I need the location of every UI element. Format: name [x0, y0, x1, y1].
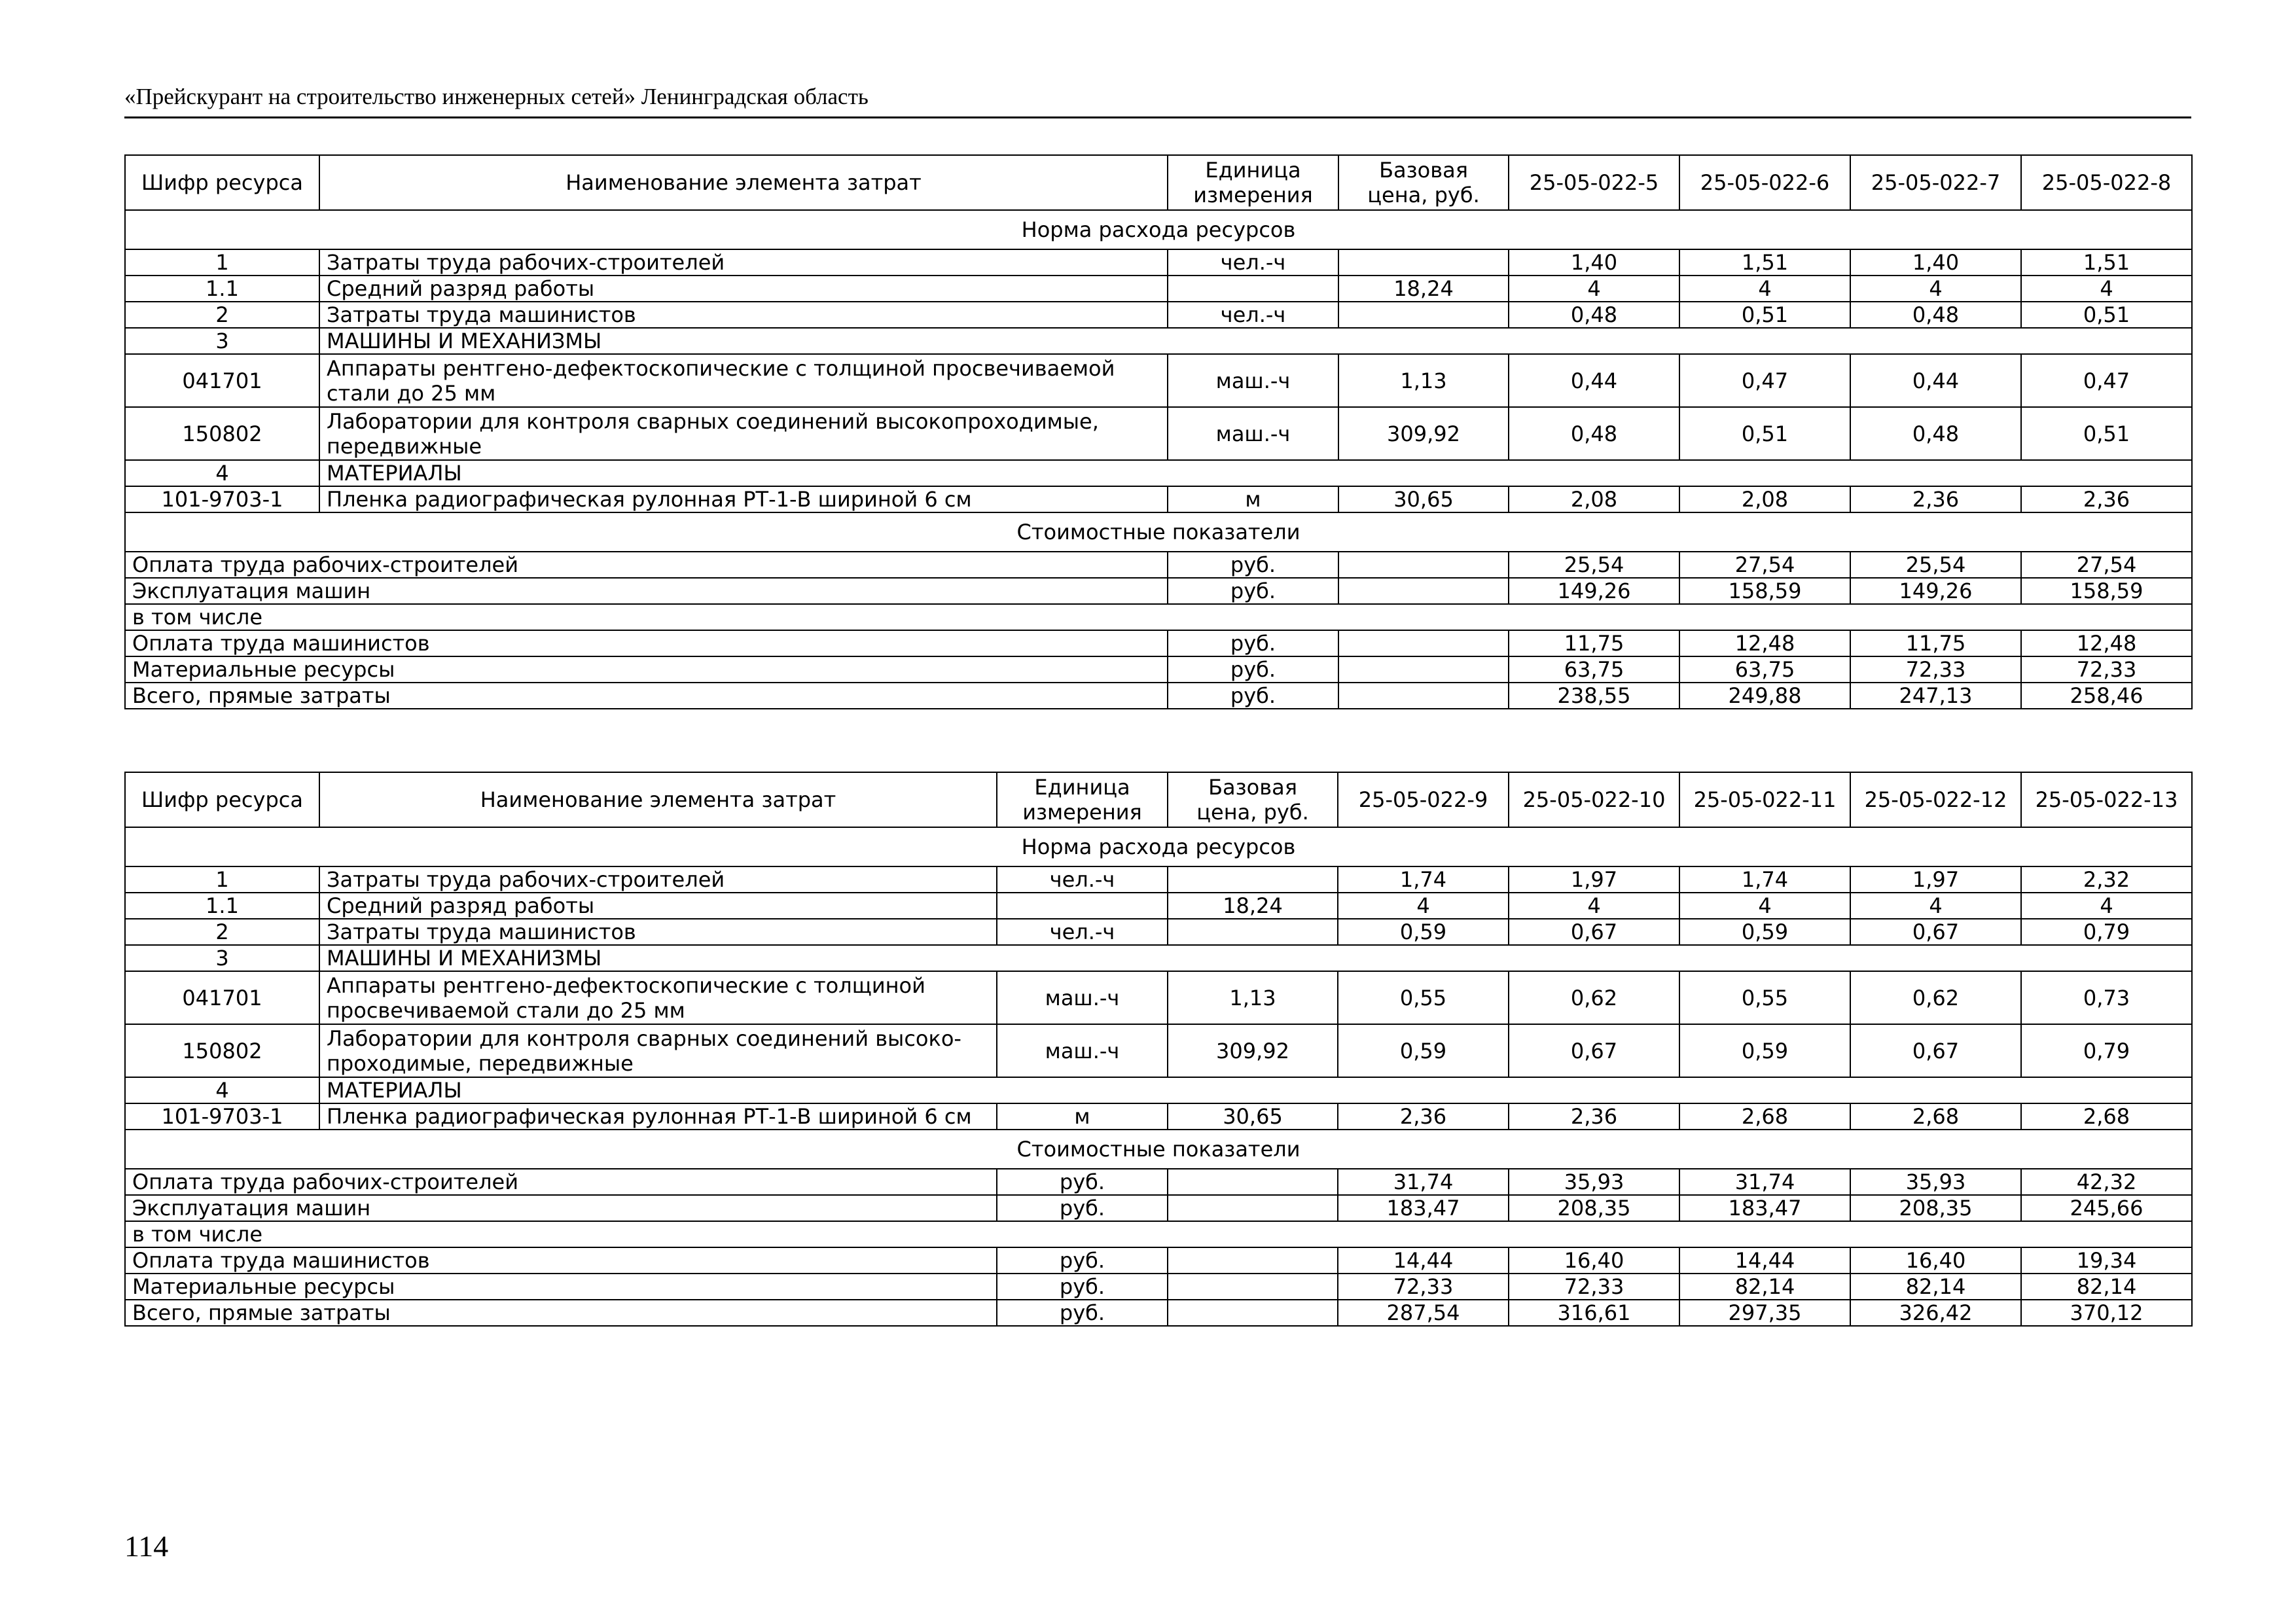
group-title: МАТЕРИАЛЫ [319, 1077, 2192, 1103]
cost-subheading-row [125, 604, 2192, 630]
cell-value: 82,14 [1679, 1274, 1850, 1300]
cell-value: 82,14 [2021, 1274, 2192, 1300]
cell-value: 1,40 [1850, 249, 2021, 276]
table-row [125, 919, 2192, 945]
cell-value: 0,62 [1850, 971, 2021, 1024]
cell-price [1338, 683, 1509, 709]
cell-price [1168, 1300, 1338, 1326]
cost-row [125, 630, 2192, 656]
cost-row [125, 552, 2192, 578]
col-header-price: Базовая цена, руб. [1338, 155, 1509, 210]
cell-value: 0,51 [2021, 302, 2192, 328]
col-header-code: Шифр ресурса [125, 772, 319, 827]
cell-value: 0,51 [1679, 302, 1850, 328]
cell-value: 31,74 [1679, 1169, 1850, 1195]
cell-name: Всего, прямые затраты [125, 683, 1168, 709]
cell-unit: руб. [997, 1169, 1168, 1195]
cell-unit: руб. [997, 1274, 1168, 1300]
cell-value: 0,55 [1338, 971, 1509, 1024]
cell-value: 1,97 [1509, 866, 1679, 893]
cell-unit: маш.-ч [997, 1024, 1168, 1077]
col-header-value: 25-05-022-5 [1509, 155, 1679, 210]
cell-value: 35,93 [1850, 1169, 2021, 1195]
section-title: Стоимостные показатели [125, 512, 2192, 552]
cell-value: 72,33 [1850, 656, 2021, 683]
cell-code: 2 [125, 919, 319, 945]
table-row [125, 276, 2192, 302]
cell-value: 14,44 [1338, 1247, 1509, 1274]
cell-value: 0,51 [1679, 407, 1850, 460]
table-row [125, 1103, 2192, 1130]
cell-value: 183,47 [1679, 1195, 1850, 1221]
cell-value: 2,08 [1679, 486, 1850, 512]
cell-value: 0,67 [1850, 919, 2021, 945]
cost-row [125, 1195, 2192, 1221]
cell-name: Эксплуатация машин [125, 578, 1168, 604]
section-row [125, 512, 2192, 552]
cell-value: 25,54 [1850, 552, 2021, 578]
col-header-value: 25-05-022-13 [2021, 772, 2192, 827]
cell-code: 4 [125, 1077, 319, 1103]
cell-price [1338, 656, 1509, 683]
cell-name: Затраты труда рабочих-строителей [319, 866, 997, 893]
cell-name: Пленка радиографическая рулонная РТ-1-В шириной 6 см [319, 486, 1168, 512]
cell-unit [1168, 276, 1338, 302]
cell-value: 247,13 [1850, 683, 2021, 709]
cell-price [1168, 1195, 1338, 1221]
cell-name: Пленка радиографическая рулонная РТ-1-В шириной 6 см [319, 1103, 997, 1130]
cell-code: 101-9703-1 [125, 486, 319, 512]
cell-unit: руб. [997, 1300, 1168, 1326]
cell-value: 0,59 [1679, 1024, 1850, 1077]
table-header-row [125, 772, 2192, 827]
cell-value: 16,40 [1850, 1247, 2021, 1274]
cell-name: Аппараты рентгено-дефектоскопические с толщиной просвечиваемой стали до 25 мм [319, 971, 997, 1024]
cell-value: 0,47 [2021, 354, 2192, 407]
table-row [125, 407, 2192, 460]
col-header-value: 25-05-022-6 [1679, 155, 1850, 210]
cell-value: 316,61 [1509, 1300, 1679, 1326]
section-row [125, 210, 2192, 249]
cell-value: 249,88 [1679, 683, 1850, 709]
group-row [125, 460, 2192, 486]
cell-price: 30,65 [1168, 1103, 1338, 1130]
cell-name: Материальные ресурсы [125, 656, 1168, 683]
table-row [125, 893, 2192, 919]
group-title: МАШИНЫ И МЕХАНИЗМЫ [319, 328, 2192, 354]
cell-name: Оплата труда машинистов [125, 630, 1168, 656]
col-header-name: Наименование элемента затрат [319, 772, 997, 827]
col-header-value: 25-05-022-11 [1679, 772, 1850, 827]
col-header-value: 25-05-022-10 [1509, 772, 1679, 827]
cell-code: 041701 [125, 971, 319, 1024]
group-row [125, 945, 2192, 971]
section-row [125, 1130, 2192, 1169]
cell-value: 4 [1509, 893, 1679, 919]
cell-value: 31,74 [1338, 1169, 1509, 1195]
cell-value: 4 [1850, 276, 2021, 302]
cell-value: 2,36 [2021, 486, 2192, 512]
cell-value: 72,33 [1509, 1274, 1679, 1300]
cell-code: 150802 [125, 1024, 319, 1077]
cell-unit: руб. [1168, 552, 1338, 578]
cell-value: 238,55 [1509, 683, 1679, 709]
cell-value: 42,32 [2021, 1169, 2192, 1195]
cell-price [1168, 1169, 1338, 1195]
cell-unit: чел.-ч [1168, 249, 1338, 276]
cell-value: 72,33 [1338, 1274, 1509, 1300]
col-header-unit: Единица измерения [1168, 155, 1338, 210]
cell-value: 12,48 [1679, 630, 1850, 656]
table-header-row [125, 155, 2192, 210]
cell-code: 1 [125, 249, 319, 276]
cell-price [1168, 866, 1338, 893]
cell-unit: м [1168, 486, 1338, 512]
cell-value: 0,67 [1850, 1024, 2021, 1077]
cell-unit [997, 893, 1168, 919]
cell-name: Лаборатории для контроля сварных соединений высокопроходимые, передвижные [319, 407, 1168, 460]
cell-unit: маш.-ч [1168, 407, 1338, 460]
cell-value: 258,46 [2021, 683, 2192, 709]
cell-price [1168, 1247, 1338, 1274]
cell-value: 0,79 [2021, 919, 2192, 945]
col-header-value: 25-05-022-7 [1850, 155, 2021, 210]
header-rule [124, 116, 2191, 118]
cell-value: 149,26 [1509, 578, 1679, 604]
cell-value: 4 [2021, 893, 2192, 919]
cell-value: 35,93 [1509, 1169, 1679, 1195]
cell-price [1168, 919, 1338, 945]
cell-name: Затраты труда машинистов [319, 302, 1168, 328]
cell-price: 309,92 [1168, 1024, 1338, 1077]
cell-unit: руб. [1168, 578, 1338, 604]
cell-unit: м [997, 1103, 1168, 1130]
cell-value: 2,68 [2021, 1103, 2192, 1130]
cell-name: Затраты труда машинистов [319, 919, 997, 945]
cell-name: Эксплуатация машин [125, 1195, 997, 1221]
cell-price [1338, 302, 1509, 328]
cost-row [125, 578, 2192, 604]
cell-value: 2,36 [1509, 1103, 1679, 1130]
cell-value: 2,68 [1850, 1103, 2021, 1130]
cell-value: 0,48 [1509, 407, 1679, 460]
cell-name: Всего, прямые затраты [125, 1300, 997, 1326]
cell-code: 150802 [125, 407, 319, 460]
table-row [125, 1024, 2192, 1077]
cell-unit: руб. [1168, 683, 1338, 709]
cell-price: 30,65 [1338, 486, 1509, 512]
cell-code: 1.1 [125, 276, 319, 302]
cell-name: Оплата труда машинистов [125, 1247, 997, 1274]
cell-value: 2,32 [2021, 866, 2192, 893]
cell-value: 149,26 [1850, 578, 2021, 604]
col-header-value: 25-05-022-8 [2021, 155, 2192, 210]
cell-name: Средний разряд работы [319, 276, 1168, 302]
cell-name: в том числе [125, 1221, 2192, 1247]
cell-value: 19,34 [2021, 1247, 2192, 1274]
cell-value: 0,44 [1509, 354, 1679, 407]
col-header-value: 25-05-022-9 [1338, 772, 1509, 827]
section-title: Стоимостные показатели [125, 1130, 2192, 1169]
cell-price: 18,24 [1168, 893, 1338, 919]
cell-name: в том числе [125, 604, 2192, 630]
cost-row [125, 1247, 2192, 1274]
group-title: МАШИНЫ И МЕХАНИЗМЫ [319, 945, 2192, 971]
cell-value: 0,55 [1679, 971, 1850, 1024]
col-header-unit: Единица измерения [997, 772, 1168, 827]
cell-value: 0,59 [1338, 919, 1509, 945]
col-header-value: 25-05-022-12 [1850, 772, 2021, 827]
cell-value: 1,74 [1679, 866, 1850, 893]
page-header: «Прейскурант на строительство инженерных сетей» Ленинградская область [124, 84, 869, 109]
cell-value: 1,51 [2021, 249, 2192, 276]
cell-price [1338, 630, 1509, 656]
table-row [125, 971, 2192, 1024]
cell-value: 25,54 [1509, 552, 1679, 578]
cell-value: 1,51 [1679, 249, 1850, 276]
table-row [125, 249, 2192, 276]
cell-value: 1,97 [1850, 866, 2021, 893]
cell-unit: чел.-ч [1168, 302, 1338, 328]
cell-name: Аппараты рентгено-дефектоскопические с толщиной просвечиваемой стали до 25 мм [319, 354, 1168, 407]
table-row [125, 354, 2192, 407]
cell-value: 208,35 [1509, 1195, 1679, 1221]
cell-value: 0,62 [1509, 971, 1679, 1024]
cell-value: 11,75 [1850, 630, 2021, 656]
cell-value: 370,12 [2021, 1300, 2192, 1326]
cell-price [1338, 249, 1509, 276]
cell-value: 2,08 [1509, 486, 1679, 512]
cell-value: 1,74 [1338, 866, 1509, 893]
cell-code: 3 [125, 328, 319, 354]
cell-unit: маш.-ч [997, 971, 1168, 1024]
cell-price: 1,13 [1168, 971, 1338, 1024]
cell-name: Материальные ресурсы [125, 1274, 997, 1300]
cell-value: 4 [1679, 893, 1850, 919]
cell-value: 4 [1509, 276, 1679, 302]
cell-value: 2,68 [1679, 1103, 1850, 1130]
section-title: Норма расхода ресурсов [125, 827, 2192, 866]
cost-row [125, 1274, 2192, 1300]
cell-value: 27,54 [2021, 552, 2192, 578]
cell-code: 041701 [125, 354, 319, 407]
cell-value: 326,42 [1850, 1300, 2021, 1326]
cell-name: Оплата труда рабочих-строителей [125, 552, 1168, 578]
cost-row [125, 683, 2192, 709]
cell-unit: руб. [1168, 656, 1338, 683]
cell-value: 27,54 [1679, 552, 1850, 578]
col-header-code: Шифр ресурса [125, 155, 319, 210]
cell-price [1338, 552, 1509, 578]
cell-value: 183,47 [1338, 1195, 1509, 1221]
table-row [125, 302, 2192, 328]
cell-value: 63,75 [1679, 656, 1850, 683]
cell-value: 82,14 [1850, 1274, 2021, 1300]
cell-value: 245,66 [2021, 1195, 2192, 1221]
cell-unit: руб. [997, 1247, 1168, 1274]
cell-value: 12,48 [2021, 630, 2192, 656]
group-row [125, 328, 2192, 354]
cost-subheading-row [125, 1221, 2192, 1247]
cell-value: 158,59 [1679, 578, 1850, 604]
cell-code: 1.1 [125, 893, 319, 919]
cell-code: 3 [125, 945, 319, 971]
cell-unit: руб. [997, 1195, 1168, 1221]
cell-value: 0,48 [1509, 302, 1679, 328]
cell-value: 11,75 [1509, 630, 1679, 656]
cell-code: 4 [125, 460, 319, 486]
cell-unit: чел.-ч [997, 866, 1168, 893]
section-row [125, 827, 2192, 866]
table-row [125, 486, 2192, 512]
cell-value: 4 [1850, 893, 2021, 919]
table-row [125, 866, 2192, 893]
cell-name: Средний разряд работы [319, 893, 997, 919]
col-header-name: Наименование элемента затрат [319, 155, 1168, 210]
cell-price: 18,24 [1338, 276, 1509, 302]
cell-value: 2,36 [1338, 1103, 1509, 1130]
cell-value: 63,75 [1509, 656, 1679, 683]
cell-value: 14,44 [1679, 1247, 1850, 1274]
cell-price: 1,13 [1338, 354, 1509, 407]
section-title: Норма расхода ресурсов [125, 210, 2192, 249]
cell-value: 4 [1338, 893, 1509, 919]
cost-row [125, 1300, 2192, 1326]
cell-name: Затраты труда рабочих-строителей [319, 249, 1168, 276]
cell-value: 0,79 [2021, 1024, 2192, 1077]
cell-name: Лаборатории для контроля сварных соединений высоко-проходимые, передвижные [319, 1024, 997, 1077]
cell-unit: руб. [1168, 630, 1338, 656]
price-table-1 [124, 154, 2193, 709]
cell-value: 1,40 [1509, 249, 1679, 276]
cell-value: 16,40 [1509, 1247, 1679, 1274]
cell-value: 287,54 [1338, 1300, 1509, 1326]
cell-value: 4 [1679, 276, 1850, 302]
cell-value: 297,35 [1679, 1300, 1850, 1326]
group-title: МАТЕРИАЛЫ [319, 460, 2192, 486]
cell-value: 2,36 [1850, 486, 2021, 512]
cost-row [125, 656, 2192, 683]
cell-value: 0,44 [1850, 354, 2021, 407]
cost-row [125, 1169, 2192, 1195]
cell-value: 72,33 [2021, 656, 2192, 683]
cell-price [1168, 1274, 1338, 1300]
cell-value: 0,67 [1509, 919, 1679, 945]
cell-unit: чел.-ч [997, 919, 1168, 945]
cell-value: 158,59 [2021, 578, 2192, 604]
cell-value: 0,47 [1679, 354, 1850, 407]
cell-value: 4 [2021, 276, 2192, 302]
cell-code: 101-9703-1 [125, 1103, 319, 1130]
cell-price [1338, 578, 1509, 604]
cell-name: Оплата труда рабочих-строителей [125, 1169, 997, 1195]
cell-value: 0,59 [1338, 1024, 1509, 1077]
group-row [125, 1077, 2192, 1103]
cell-unit: маш.-ч [1168, 354, 1338, 407]
page-number: 114 [124, 1529, 169, 1563]
cell-code: 2 [125, 302, 319, 328]
cell-value: 0,48 [1850, 302, 2021, 328]
cell-value: 0,73 [2021, 971, 2192, 1024]
cell-value: 0,51 [2021, 407, 2192, 460]
cell-value: 0,48 [1850, 407, 2021, 460]
cell-value: 0,67 [1509, 1024, 1679, 1077]
cell-code: 1 [125, 866, 319, 893]
cell-price: 309,92 [1338, 407, 1509, 460]
price-table-2 [124, 772, 2193, 1327]
col-header-price: Базовая цена, руб. [1168, 772, 1338, 827]
cell-value: 208,35 [1850, 1195, 2021, 1221]
cell-value: 0,59 [1679, 919, 1850, 945]
